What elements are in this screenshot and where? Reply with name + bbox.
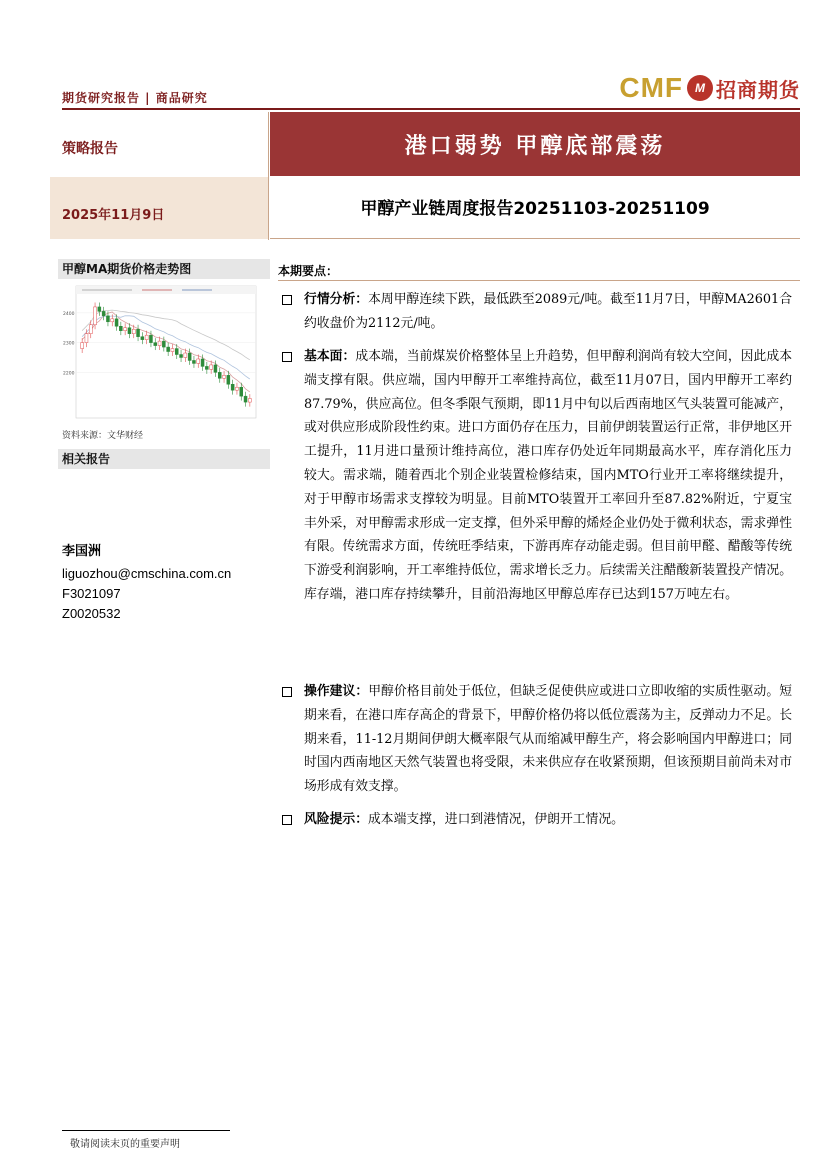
chart-candle <box>98 307 101 311</box>
chart-y-tick-label: 2200 <box>63 371 75 377</box>
chart-candle <box>154 343 157 346</box>
chart-candle <box>132 329 135 333</box>
chart-background <box>62 282 258 422</box>
bullet-market-analysis <box>282 288 792 336</box>
chart-candle <box>81 343 84 349</box>
checkbox-bullet-icon <box>282 352 292 362</box>
bullet-heading: 基本面： <box>304 349 356 364</box>
chart-candle <box>244 396 247 402</box>
bullet-text: 甲醇价格目前处于低位，但缺乏促使供应或进口立即收缩的实质性驱动。短期来看，在港口库存高企的背景下，甲醇价格仍将以低位震荡为主，反弹动力不足。长期来看，11-12月期间伊朗大概率限气从而缩减甲醇生产，将会影响国内甲醇进口；同时国内西南地区天然气装置也将受限，未来供应存在收紧预期，但该预期目前尚未对市场形成有效支撑。 <box>304 684 793 795</box>
chart-y-tick-label: 2300 <box>63 341 75 347</box>
bullet-heading: 风险提示： <box>304 812 368 827</box>
chart-candle <box>240 387 243 396</box>
subtitle-divider <box>270 238 800 239</box>
chart-candle <box>102 311 105 315</box>
bullet-risk-warning <box>282 808 792 832</box>
bullet-text: 成本端，当前煤炭价格整体呈上升趋势，但甲醇利润尚有较大空间，因此成本端支撑有限。供应端，国内甲醇开工率维持高位，截至11月07日，国内甲醇开工率约87.79%，供应高位。但冬季限气预期，即11月中旬以后西南地区气头装置可能减产，或对供应形成阶段性约束。进口方面仍存在压力，目前伊朗装置运行正常，非伊地区开工提升，11月进口量预计维持高位，港口库存仍处近年同期最高水平，库存消化压力较大。需求端，随着西北个别企业装置检修结束，国内MTO行业开工率将继续提升，对于甲醇市场需求支撑较为明显。目前MTO装置开工率回升至87.82%附近，宁夏宝丰外采，对甲醇需求形成一定支撑，但外采甲醇的烯烃企业仍处于微利状态，需求弹性有限。传统需求方面，传统旺季结束，下游再库存动能走弱。但目前甲醛、醋酸等传统下游受利润影响，开工率维持低位，需求增长乏力。后续需关注醋酸新装置投产情况。库存端，港口库存持续攀升，目前沿海地区甲醇总库存已达到157万吨左右。 <box>304 349 793 602</box>
chart-candle <box>197 359 200 363</box>
chart-candle <box>106 316 109 322</box>
bullet-text: 本周甲醇连续下跌，最低跌至2089元/吨。截至11月7日，甲醇MA2601合约收盘价为2112元/吨。 <box>304 292 793 331</box>
analyst-name: 李国洲 <box>62 544 102 559</box>
chart-candle <box>235 387 238 390</box>
price-chart <box>62 282 258 422</box>
chart-candle <box>223 375 226 378</box>
report-subtitle: 甲醇产业链周度报告20251103-20251109 <box>360 199 710 219</box>
key-points-divider <box>278 280 800 281</box>
chart-candle <box>180 355 183 358</box>
analyst-cert-advisory: Z0020532 <box>62 606 121 621</box>
chart-candle <box>175 349 178 355</box>
chart-candle <box>145 335 148 339</box>
checkbox-bullet-icon <box>282 687 292 697</box>
title-banner <box>270 112 800 176</box>
logo-mark-icon: M <box>687 75 713 101</box>
bullet-heading: 操作建议： <box>304 684 369 699</box>
checkbox-bullet-icon <box>282 295 292 305</box>
chart-candle <box>227 375 230 384</box>
header-divider <box>62 108 800 110</box>
chart-candle <box>94 307 97 325</box>
chart-candle <box>210 365 213 369</box>
chart-candle <box>141 337 144 340</box>
chart-candle <box>205 366 208 369</box>
chart-candle <box>192 360 195 363</box>
bullet-text: 成本端支撑，进口到港情况，伊朗开工情况。 <box>367 812 624 827</box>
footer-divider <box>62 1130 230 1131</box>
chart-candle <box>115 319 118 326</box>
chart-candle <box>214 365 217 372</box>
chart-section-title: 甲醇MA期货价格走势图 <box>58 259 270 279</box>
chart-candle <box>85 334 88 343</box>
chart-candle <box>162 341 165 347</box>
bullet-heading: 行情分析： <box>304 292 369 307</box>
analyst-email[interactable]: liguozhou@cmschina.com.cn <box>62 566 232 581</box>
chart-candle <box>248 399 251 403</box>
chart-candle <box>149 335 152 342</box>
chart-candle <box>231 384 234 390</box>
chart-source: 资料来源：文华财经 <box>62 431 144 441</box>
analyst-cert-futures: F3021097 <box>62 586 121 601</box>
bullet-fundamentals <box>282 345 792 607</box>
chart-candle <box>201 359 204 366</box>
chart-candle <box>89 325 92 334</box>
chart-candle <box>158 341 161 345</box>
chart-candle <box>218 372 221 378</box>
chart-candle <box>119 326 122 330</box>
chart-candle <box>171 349 174 352</box>
chart-candle <box>137 329 140 336</box>
chart-candle <box>124 328 127 331</box>
logo-cmf-text: CMF <box>619 72 683 103</box>
chart-candle <box>188 353 191 360</box>
header-breadcrumb: 期货研究报告 | 商品研究 <box>62 91 208 105</box>
logo-company-name: 招商期货 <box>716 77 800 102</box>
chart-candle <box>167 347 170 351</box>
checkbox-bullet-icon <box>282 815 292 825</box>
chart-candle <box>128 328 131 334</box>
report-date: 2025年11月9日 <box>62 208 165 223</box>
footer-disclaimer: 敬请阅读末页的重要声明 <box>70 1139 180 1150</box>
chart-candle <box>184 353 187 357</box>
key-points-title: 本期要点： <box>278 264 339 278</box>
price-chart-svg <box>62 282 258 422</box>
bullet-trading-advice <box>282 680 792 799</box>
report-category: 策略报告 <box>62 141 118 157</box>
banner-divider <box>268 112 269 240</box>
report-title: 港口弱势 甲醇底部震荡 <box>404 133 666 159</box>
chart-candle <box>111 319 114 322</box>
company-logo <box>619 72 800 104</box>
related-reports-title: 相关报告 <box>58 449 270 469</box>
chart-y-tick-label: 2400 <box>63 311 75 317</box>
